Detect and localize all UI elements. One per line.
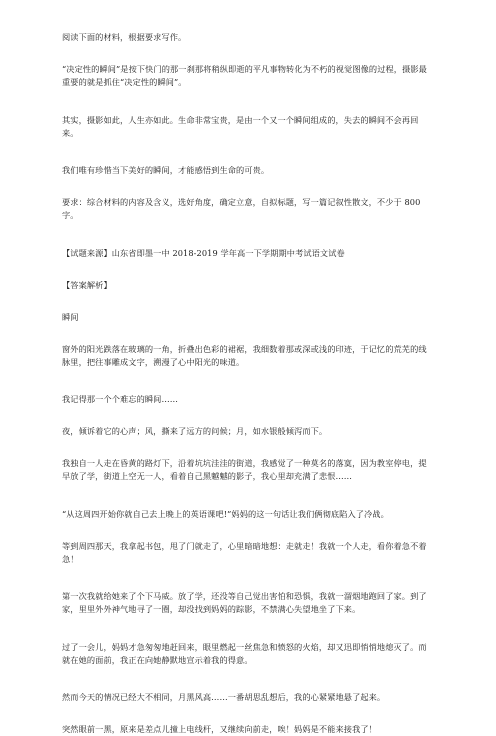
essay-paragraph-7: 第一次我就给她来了个下马威。放了学，还没等自己觉出害怕和恐惧，我就一溜烟地跑回了家。到了家，里里外外神气地寻了一圈，却没找到妈妈的踪影，不禁满心失望地坐了下来。 <box>62 591 427 614</box>
paragraph-source: 【试题来源】山东省即墨一中 2018-2019 学年高一下学期期中考试语文试卷 <box>62 248 345 258</box>
essay-paragraph-9: 然而今天的情况已经大不相同，月黑风高……一番胡思乱想后，我的心紧紧地悬了起来。 <box>62 692 386 702</box>
essay-title: 瞬间 <box>62 312 79 322</box>
essay-paragraph-4: 我独自一人走在昏黄的路灯下，沿着坑坑洼洼的街道，我感觉了一种莫名的落寞，因为教室停电，提早放了学，街道上空无一人，看着自己黑魆魆的影子，我心里却充满了悲恨…… <box>62 458 427 481</box>
paragraph-material-2: 其实，摄影如此，人生亦如此。生命非常宝贵，是由一个又一个瞬间组成的，失去的瞬间不会再回来。 <box>62 115 419 138</box>
paragraph-instruction: 阅读下面的材料，根据要求写作。 <box>62 32 187 42</box>
essay-paragraph-10: 突然眼前一黑，原来是差点儿撞上电线杆，又继续向前走，唉！妈妈是不能来接我了！ <box>62 724 377 734</box>
paragraph-material-3: 我们唯有珍惜当下美好的瞬间，才能感悟到生命的可贵。 <box>62 165 270 175</box>
essay-paragraph-5: “从这周四开始你就自己去上晚上的英语课吧!”妈妈的这一句话让我们俩彻底陷入了冷战。 <box>62 509 389 519</box>
paragraph-material-1: “决定性的瞬间”是按下快门的那一刹那将稍纵即逝的平凡事物转化为不朽的视觉图像的过程，摄影最重要的就是抓住“决定性的瞬间”。 <box>62 64 427 87</box>
paragraph-answer-heading: 【答案解析】 <box>62 280 112 290</box>
essay-paragraph-8: 过了一会儿，妈妈才急匆匆地赶回来，眼里燃起一丝焦急和愤怒的火焰，却又迅即悄悄地熄灭了。而就在她的面前，我正在向她静默地宣示着我的得意。 <box>62 642 427 665</box>
essay-paragraph-2: 我记得那一个个难忘的瞬间…… <box>62 394 179 404</box>
essay-paragraph-6: 等到周四那天，我拿起书包，甩了门就走了，心里暗暗地想：走就走！我就一个人走，看你着急不着急！ <box>62 541 427 564</box>
paragraph-requirements: 要求：综合材料的内容及含义，选好角度，确定立意，自拟标题，写一篇记叙性散文，不少于 800 字。 <box>62 197 421 220</box>
essay-paragraph-3: 夜，倾诉着它的心声；风，撕来了远方的问候；月，如水银般倾泻而下。 <box>62 426 328 436</box>
essay-paragraph-1: 窗外的阳光跌落在玻璃的一角，折叠出色彩的裙裾，我细数着那或深或浅的印迹，于记忆的荒芜的线脉里，把往事雕成文字，溯漫了心中阳光的味道。 <box>62 344 427 367</box>
